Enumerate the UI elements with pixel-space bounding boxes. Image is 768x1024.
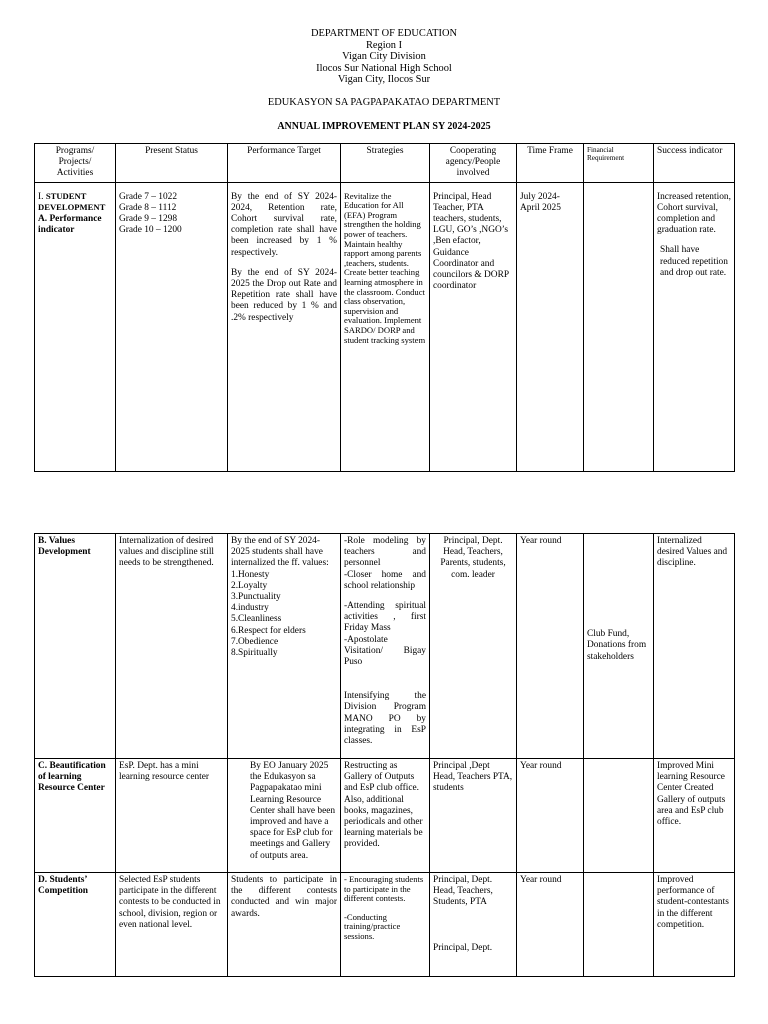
cell-strategies-a: Revitalize the Education for All (EFA) Program strengthen the holding power of teachers. Maintain healthy rapport among parents ,teachers, students. Create better teaching learning atmosphere in the classroom. Conduct class observation, supervision and evaluation. Implement SARDO/ DORP and student tracking system bbox=[341, 182, 430, 471]
target-a-2: By the end of SY 2024-2025 the Drop out Rate and Repetition rate shall have been reduced by 1 % and .2% respectively bbox=[231, 267, 337, 323]
cell-time-d: Year round bbox=[517, 873, 584, 977]
cell-success-b: Internalized desired Values and discipline. bbox=[654, 534, 735, 759]
cell-agency-b: Principal, Dept. Head, Teachers, Parents, students, com. leader bbox=[430, 534, 517, 759]
strategy-b-2: -Closer home and school relationship bbox=[344, 569, 426, 591]
value-item: 5.Cleanliness bbox=[231, 614, 282, 625]
table-row bbox=[35, 873, 735, 977]
value-item: 6.Respect for elders bbox=[231, 625, 306, 636]
strategy-b-4: -Apostolate Visitation/ Bigay Puso bbox=[344, 634, 426, 668]
department-title: EDUKASYON SA PAGPAPAKATAO DEPARTMENT bbox=[267, 97, 501, 108]
table-row bbox=[35, 534, 735, 759]
strategy-d-1: - Encouraging students to participate in the different contests. bbox=[344, 874, 424, 904]
col-programs-line-3: Activities bbox=[56, 168, 94, 179]
cell-target-a bbox=[228, 182, 341, 471]
status-grade-7: Grade 7 – 1022 bbox=[119, 191, 178, 202]
strategy-b-5: Intensifying the Division Program MANO PO by integrating in EsP classes. bbox=[344, 691, 426, 747]
header-line-5: Vigan City, Ilocos Sur bbox=[337, 74, 431, 86]
strategy-b-1: -Role modeling by teachers and personnel bbox=[344, 536, 426, 569]
cell-agency-c: Principal ,Dept Head, Teachers PTA, students bbox=[430, 759, 517, 873]
status-grade-10: Grade 10 – 1200 bbox=[119, 225, 182, 236]
cell-strategies-d bbox=[341, 873, 430, 977]
cell-financial-a bbox=[584, 182, 654, 471]
cell-time-a bbox=[517, 182, 584, 471]
col-present-status: Present Status bbox=[116, 144, 228, 183]
col-programs bbox=[35, 144, 116, 183]
table-row bbox=[35, 759, 735, 873]
cell-program-b: B. Values Development bbox=[35, 534, 116, 759]
header-line-1: DEPARTMENT OF EDUCATION bbox=[310, 28, 457, 39]
cell-agency-a: Principal, Head Teacher, PTA teachers, students, LGU, GO’s ,NGO’s ,Ben efactor, Guidance Coordinator and councilors & DORP coordinator bbox=[430, 182, 517, 471]
cell-target-c: By EO January 2025 the Edukasyon sa Pagpapakatao mini Learning Resource Center shall have been improved and have a space for EsP club for meetings and Gallery of outputs area. bbox=[228, 759, 341, 873]
col-programs-line-2: Projects/ bbox=[58, 157, 92, 168]
value-item: 3.Punctuality bbox=[231, 592, 281, 603]
plan-title: ANNUAL IMPROVEMENT PLAN SY 2024-2025 bbox=[277, 121, 491, 132]
agency-d-2: Principal, Dept. bbox=[433, 942, 493, 953]
cell-time-b: Year round bbox=[517, 534, 584, 759]
status-grade-9: Grade 9 – 1298 bbox=[119, 214, 178, 225]
cell-status-d: Selected EsP students participate in the different contests to be conducted in school, division, region or even national level. bbox=[116, 873, 228, 977]
cell-status-b: Internalization of desired values and discipline still needs to be strengthened. bbox=[116, 534, 228, 759]
target-b-intro: By the end of SY 2024-2025 students shall have internalized the ff. values: bbox=[231, 536, 329, 569]
col-strategies: Strategies bbox=[341, 144, 430, 183]
strategy-b-3: -Attending spiritual activities , first Friday Mass bbox=[344, 601, 426, 634]
col-financial-requirement: Financial Requirement bbox=[584, 144, 654, 183]
cell-status-c: EsP. Dept. has a mini learning resource center bbox=[116, 759, 228, 873]
cell-success-a bbox=[654, 182, 735, 471]
cell-success-d: Improved performance of student-contestants in the different competition. bbox=[654, 873, 735, 977]
header-line-4: Ilocos Sur National High School bbox=[316, 62, 452, 74]
cell-time-c: Year round bbox=[517, 759, 584, 873]
value-item: 7.Obedience bbox=[231, 636, 279, 647]
cell-target-b bbox=[228, 534, 341, 759]
agency-d-1: Principal, Dept. Head, Teachers, Students, PTA bbox=[433, 875, 493, 908]
header-line-3: Vigan City Division bbox=[342, 51, 426, 63]
status-grade-8: Grade 8 – 1112 bbox=[119, 202, 177, 213]
col-cooperating-agency: Cooperating agency/People involved bbox=[430, 144, 517, 183]
cell-status-a bbox=[116, 182, 228, 471]
cell-financial-c bbox=[584, 759, 654, 873]
cell-strategies-c: Restructing as Gallery of Outputs and EsP club office. Also, additional books, magazines, periodicals and other learning materials be provided. bbox=[341, 759, 430, 873]
cell-financial-b: Club Fund, Donations from stakeholders bbox=[584, 534, 654, 759]
cell-program-a bbox=[35, 182, 116, 471]
cell-strategies-b bbox=[341, 534, 430, 759]
time-a-1: July 2024- bbox=[520, 191, 560, 202]
value-item: 2.Loyalty bbox=[231, 580, 268, 591]
program-prefix: I. bbox=[38, 191, 44, 202]
col-programs-line-1: Programs/ bbox=[55, 146, 95, 156]
target-a-1: By the end of SY 2024-2024, Retention rate, Cohort survival rate, completion rate shall have been increased by 1 % respectively. bbox=[231, 191, 337, 258]
cell-program-d: D. Students’ Competition bbox=[35, 873, 116, 977]
improvement-plan-table-2 bbox=[34, 533, 735, 977]
col-time-frame: Time Frame bbox=[517, 144, 584, 183]
cell-target-d: Students to participate in the different contests conducted and win major awards. bbox=[228, 873, 341, 977]
program-sub: A. Performance indicator bbox=[38, 214, 102, 236]
value-item: 8.Spiritually bbox=[231, 648, 278, 659]
table-header-row bbox=[35, 144, 735, 183]
success-a-2: Shall have reduced repetition and drop out rate. bbox=[660, 245, 728, 278]
value-item: 4.industry bbox=[231, 603, 269, 614]
improvement-plan-table-1 bbox=[34, 143, 735, 472]
col-success-indicator: Success indicator bbox=[654, 144, 735, 183]
col-performance-target: Performance Target bbox=[228, 144, 341, 183]
cell-success-c: Improved Mini learning Resource Center Created Gallery of outputs area and EsP club office. bbox=[654, 759, 735, 873]
cell-program-c: C. Beautification of learning Resource Center bbox=[35, 759, 116, 873]
time-a-2: April 2025 bbox=[520, 202, 561, 213]
strategy-d-2: -Conducting training/practice sessions. bbox=[344, 911, 401, 941]
table-row bbox=[35, 182, 735, 471]
header-line-2: Region I bbox=[365, 39, 403, 51]
success-a-1: Increased retention, Cohort survival, completion and graduation rate. bbox=[657, 191, 731, 236]
value-item: 1.Honesty bbox=[231, 569, 270, 580]
cell-agency-d bbox=[430, 873, 517, 977]
program-head: STUDENT DEVELOPMENT bbox=[38, 190, 106, 212]
document-header bbox=[0, 28, 768, 86]
cell-financial-d bbox=[584, 873, 654, 977]
